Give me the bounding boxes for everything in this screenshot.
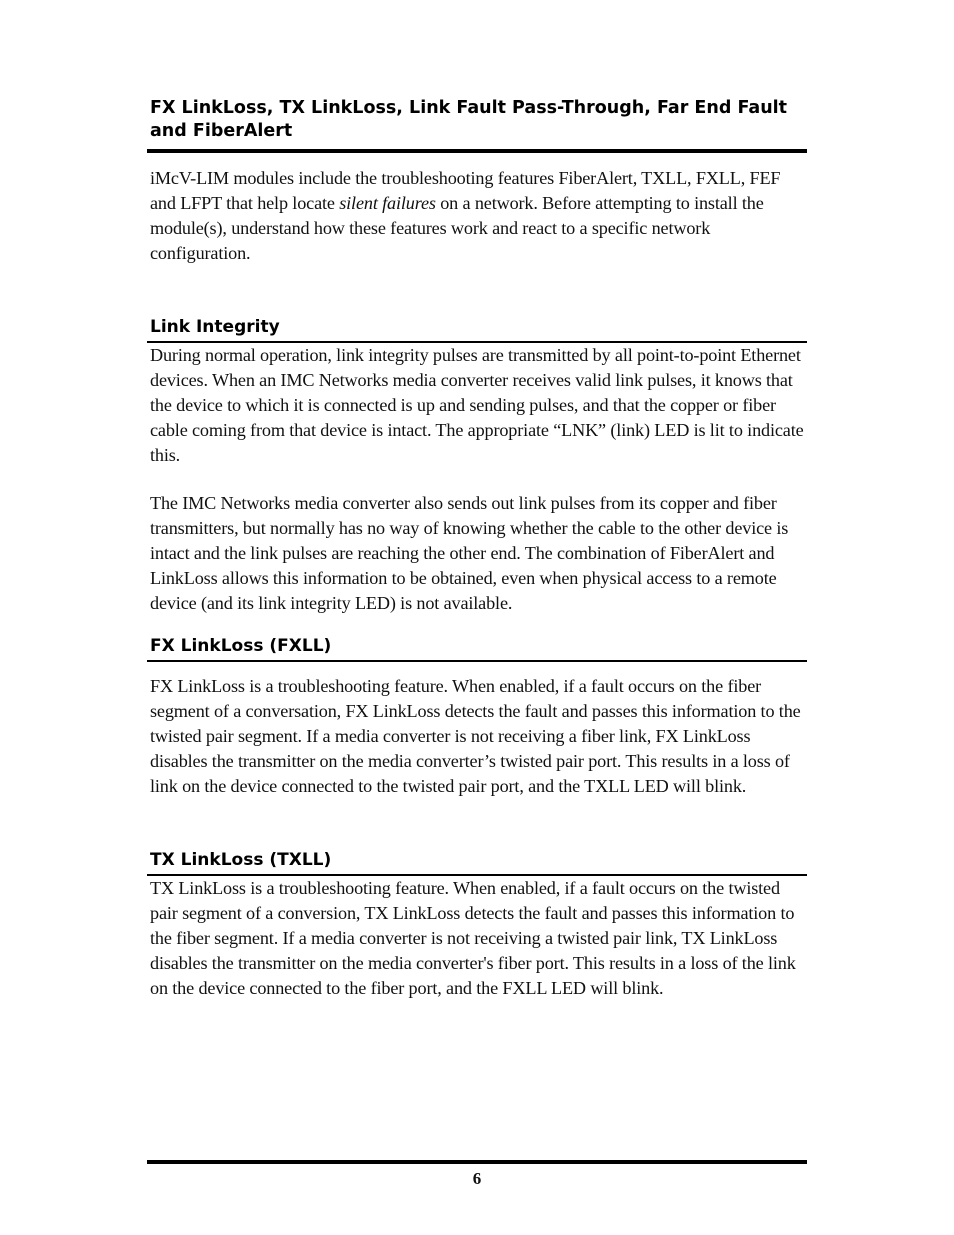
intro-block <box>150 166 807 266</box>
link-integrity-paragraph-1: During normal operation, link integrity pulses are transmitted by all point-to-point Ethernet devices. When an IMC Networks media converter receives valid link pulses, it knows that the device to which it is connected is up and sending pulses, and that the copper or fiber cable coming from that device is intact. The appropriate “LNK” (link) LED is lit to indicate this. <box>150 345 804 465</box>
txll-paragraph: TX LinkLoss is a troubleshooting feature. When enabled, if a fault occurs on the twisted pair segment of a conversion, TX LinkLoss detects the fault and passes this information to the fiber segment. If a media converter is not receiving a twisted pair link, TX LinkLoss disables the transmitter on the media converter's fiber port. This results in a loss of the link on the device connected to the fiber port, and the FXLL LED will blink. <box>150 878 796 998</box>
page-title: FX LinkLoss, TX LinkLoss, Link Fault Pass-Through, Far End Fault and FiberAlert <box>150 98 788 141</box>
fxll-heading-block <box>150 635 807 657</box>
heading-txll: TX LinkLoss (TXLL) <box>150 850 332 870</box>
link-integrity-paragraph-2: The IMC Networks media converter also sends out link pulses from its copper and fiber transmitters, but normally has no way of knowing whether the cable to the other device is intact and the link pulses are reaching the other end. The combination of FiberAlert and LinkLoss allows this information to be obtained, even when physical access to a remote device (and its link integrity LED) is not available. <box>150 493 789 613</box>
intro-paragraph <box>150 166 807 266</box>
fxll-paragraph: FX LinkLoss is a troubleshooting feature. When enabled, if a fault occurs on the fiber segment of a conversation, FX LinkLoss detects the fault and passes this information to the twisted pair segment. If a media converter is not receiving a fiber link, FX LinkLoss disables the transmitter on the media converter’s twisted pair port. This results in a loss of link on the device connected to the twisted pair port, and the TXLL LED will blink. <box>150 676 801 796</box>
title-rule <box>147 149 807 153</box>
link-integrity-body <box>150 343 807 616</box>
intro-text-end: on a network. Before attempting to install the module(s), understand how these features work and react to a specific network configuration. <box>150 193 764 263</box>
fxll-body <box>150 674 807 799</box>
heading-fxll: FX LinkLoss (FXLL) <box>150 636 332 656</box>
link-integrity-heading-block <box>150 316 807 338</box>
intro-text-start: iMcV-LIM modules include the troubleshooting features FiberAlert, TXLL, FXLL, FEF and LFPT that help locate <box>150 168 781 213</box>
page-number: 6 <box>472 1169 482 1188</box>
intro-emphasis: silent failures <box>339 193 436 213</box>
heading-link-integrity: Link Integrity <box>150 317 280 337</box>
fxll-rule <box>147 660 807 662</box>
txll-body <box>150 876 807 1001</box>
title-block <box>150 97 807 143</box>
footer-rule <box>147 1160 807 1164</box>
txll-heading-block <box>150 849 807 871</box>
